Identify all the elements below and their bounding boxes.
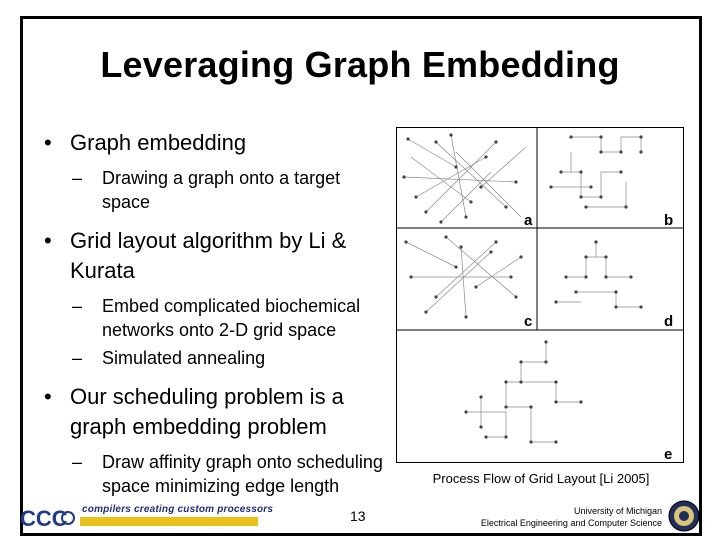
footer-tagline: compilers creating custom processors <box>82 504 274 515</box>
sub-bullet-2-1 <box>44 294 384 342</box>
sub-bullet-2-2 <box>44 346 384 370</box>
bullet-1-text: Graph embedding <box>70 130 247 155</box>
university-seal-icon <box>668 500 700 532</box>
bullet-dot: • <box>44 228 52 253</box>
sub-bullet-dash: – <box>72 348 83 368</box>
sub-bullet-2-1-text: Embed complicated biochemical networks onto 2-D grid space <box>102 296 361 340</box>
sub-bullet-1-1 <box>44 166 384 214</box>
sub-bullet-dash: – <box>72 168 83 188</box>
figure-caption: Process Flow of Grid Layout [Li 2005] <box>432 471 650 486</box>
sub-bullet-3-1 <box>44 450 384 498</box>
sub-bullet-dash: – <box>72 452 83 472</box>
panel-label-e: e <box>664 446 673 463</box>
bullet-dot: • <box>44 384 52 409</box>
sub-bullet-1-1-text: Drawing a graph onto a target space <box>102 168 341 212</box>
panel-label-b: b <box>664 212 674 229</box>
department-name: Electrical Engineering and Computer Science <box>480 518 662 528</box>
bullet-list <box>44 128 384 502</box>
bullet-2-text: Grid layout algorithm by Li & Kurata <box>70 228 347 283</box>
bullet-3 <box>44 382 384 442</box>
university-name: University of Michigan <box>573 506 662 516</box>
sub-bullet-3-1-text: Draw affinity graph onto scheduling space minimizing edge length <box>102 452 383 496</box>
bullet-1 <box>44 128 384 158</box>
sub-bullet-2-2-text: Simulated annealing <box>102 348 266 368</box>
slide-title: Leveraging Graph Embedding <box>100 44 620 85</box>
grid-layout-figure <box>396 127 684 463</box>
university-block <box>440 505 662 529</box>
panel-label-d: d <box>664 313 674 330</box>
panel-label-c: c <box>524 313 533 330</box>
page-number: 13 <box>350 508 366 524</box>
bullet-2 <box>44 226 384 286</box>
bullet-dot: • <box>44 130 52 155</box>
bullet-3-text: Our scheduling problem is a graph embedding problem <box>70 384 344 439</box>
logo-text: CCC <box>20 506 68 531</box>
panel-label-a: a <box>524 212 533 229</box>
sub-bullet-dash: – <box>72 296 83 316</box>
